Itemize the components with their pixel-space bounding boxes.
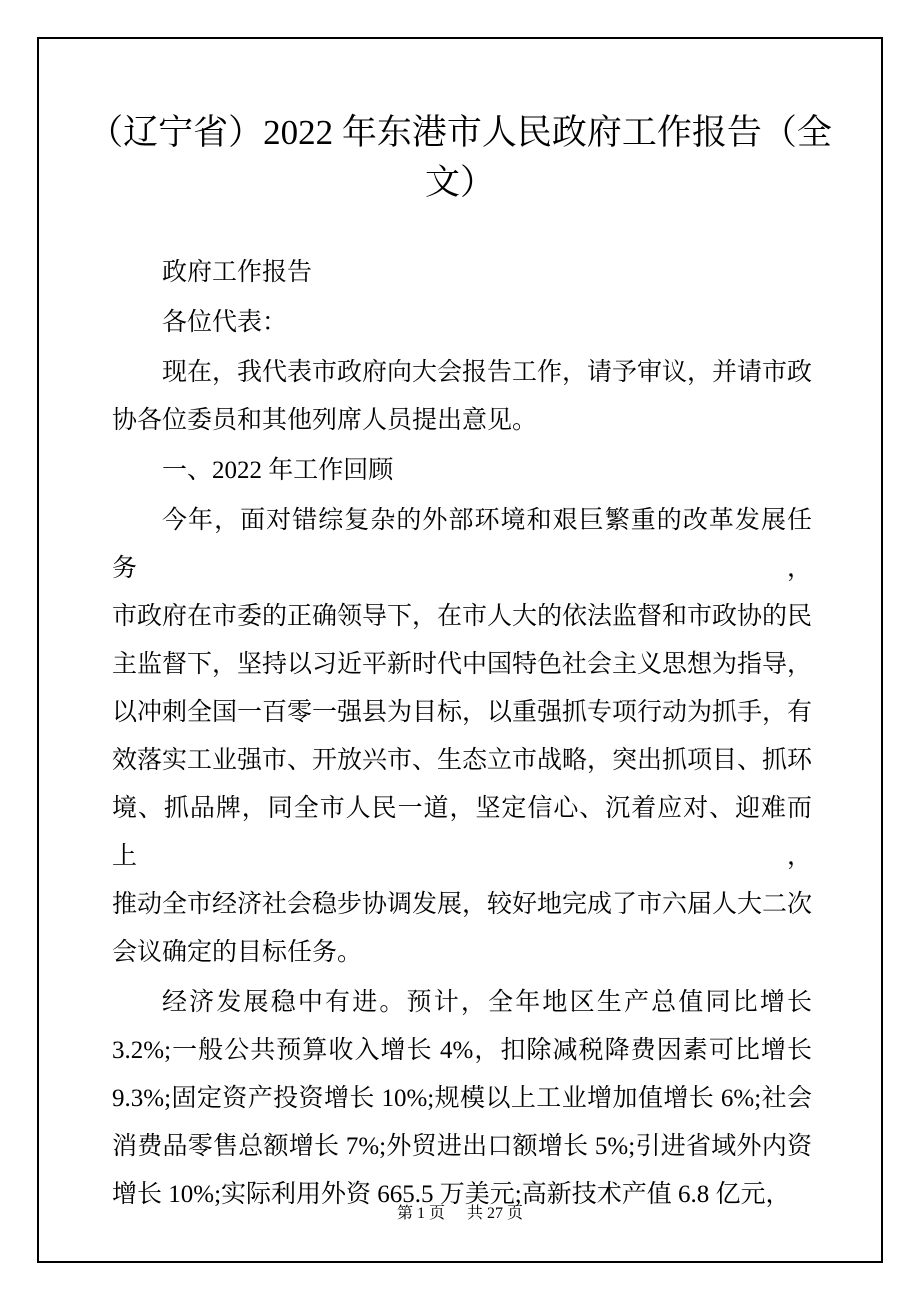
document-title-line-2: 文）: [424, 163, 495, 202]
page-footer: [37, 1200, 883, 1228]
text-line: 3.2%;一般公共预算收入增长 4%，扣除减税降费因素可比增长: [112, 1037, 812, 1064]
text-line: 主监督下，坚持以习近平新时代中国特色社会主义思想为指导，: [112, 651, 813, 678]
text-line: 以冲刺全国一百零一强县为目标，以重强抓专项行动为抓手，有: [112, 699, 813, 726]
text-line: 会议确定的目标任务。: [112, 939, 363, 966]
text-line: 经济发展稳中有进。预计，全年地区生产总值同比增长: [162, 989, 812, 1016]
paragraph: [112, 497, 812, 977]
text-line: 市政府在市委的正确领导下，在市人大的依法监督和市政协的民: [112, 603, 813, 630]
text-line: 9.3%;固定资产投资增长 10%;规模以上工业增加值增长 6%;社会: [112, 1085, 812, 1112]
paragraph: [112, 249, 812, 297]
text-line: 增长 10%;实际利用外资 665.5 万美元;高新技术产值 6.8 亿元，: [112, 1181, 791, 1208]
page-number-total: 共 27 页: [467, 1205, 524, 1222]
text-line: 今年，面对错综复杂的外部环境和艰巨繁重的改革发展任务，: [112, 507, 812, 582]
paragraph: [112, 447, 812, 495]
text-line: 现在，我代表市政府向大会报告工作，请予审议，并请市政: [162, 359, 813, 386]
paragraph: [112, 299, 812, 347]
paragraph: [112, 349, 812, 445]
text-line: 一、2022 年工作回顾: [162, 457, 394, 484]
text-line: 消费品零售总额增长 7%;外贸进出口额增长 5%;引进省域外内资: [112, 1133, 812, 1160]
text-line: 协各位委员和其他列席人员提出意见。: [112, 407, 538, 434]
document-title: [56, 108, 864, 208]
paragraph: [112, 979, 812, 1219]
document-title-line-1: （辽宁省）2022 年东港市人民政府工作报告（全: [88, 113, 832, 152]
text-line: 政府工作报告: [162, 259, 313, 286]
text-line: 推动全市经济社会稳步协调发展，较好地完成了市六届人大二次: [112, 891, 813, 918]
document-body: [112, 249, 812, 1221]
text-line: 效落实工业强市、开放兴市、生态立市战略，突出抓项目、抓环: [112, 747, 813, 774]
text-line: 各位代表：: [162, 309, 288, 336]
text-line: 境、抓品牌，同全市人民一道，坚定信心、沉着应对、迎难而上，: [112, 795, 812, 870]
page-number-current: 第 1 页: [396, 1205, 445, 1222]
